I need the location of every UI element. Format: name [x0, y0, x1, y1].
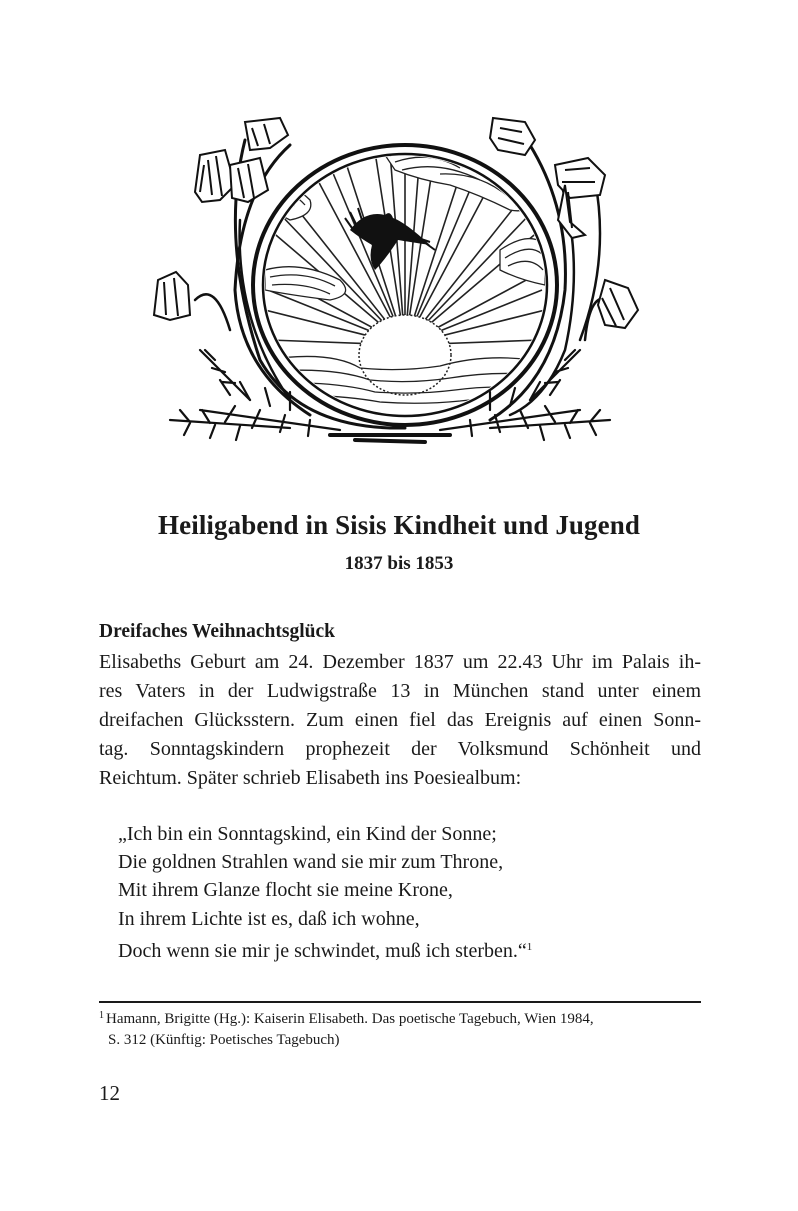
sunrise-bird-bellflower-icon	[140, 110, 640, 450]
body-line: tag. Sonntagskindern prophezeit der Volksmund Schönheit und	[99, 738, 701, 760]
body-line: res Vaters in der Ludwigstraße 13 in München stand unter einem	[99, 680, 701, 702]
poem-line	[118, 933, 532, 965]
chapter-illustration	[140, 110, 640, 450]
footnote-line	[99, 1005, 709, 1030]
poem-quote	[118, 820, 532, 965]
footnote-text: Hamann, Brigitte (Hg.): Kaiserin Elisabeth. Das poetische Tagebuch, Wien 1984,	[106, 1011, 594, 1027]
rising-sun-icon	[359, 315, 451, 395]
footnote-mark: 1	[99, 1010, 104, 1021]
body-line: dreifachen Glücksstern. Zum einen fiel das Ereignis auf einen Sonn-	[99, 709, 701, 731]
section-heading: Dreifaches Weihnachtsglück	[99, 621, 335, 642]
body-paragraph	[99, 648, 701, 793]
body-line: Reichtum. Später schrieb Elisabeth ins Poesiealbum:	[99, 767, 522, 789]
poem-line: Mit ihrem Glanze flocht sie meine Krone,	[118, 879, 453, 902]
poem-line: In ihrem Lichte ist es, daß ich wohne,	[118, 907, 420, 930]
poem-line: Die goldnen Strahlen wand sie mir zum Throne,	[118, 851, 504, 874]
poem-line: „Ich bin ein Sonntagskind, ein Kind der Sonne;	[118, 823, 497, 845]
chapter-subtitle: 1837 bis 1853	[344, 553, 454, 574]
chapter-title: Heiligabend in Sisis Kindheit und Jugend	[158, 510, 640, 540]
footnote-reference[interactable]: 1	[526, 940, 533, 953]
footnote-divider	[99, 1001, 701, 1003]
page-number: 12	[99, 1081, 120, 1105]
footnote-line: S. 312 (Künftig: Poetisches Tagebuch)	[108, 1032, 340, 1048]
poem-line-text: Doch wenn sie mir je schwindet, muß ich sterben.“	[118, 939, 527, 962]
footnotes	[99, 1005, 709, 1051]
bird-icon	[345, 208, 435, 270]
body-line: Elisabeths Geburt am 24. Dezember 1837 um 22.43 Uhr im Palais ih-	[99, 651, 701, 673]
